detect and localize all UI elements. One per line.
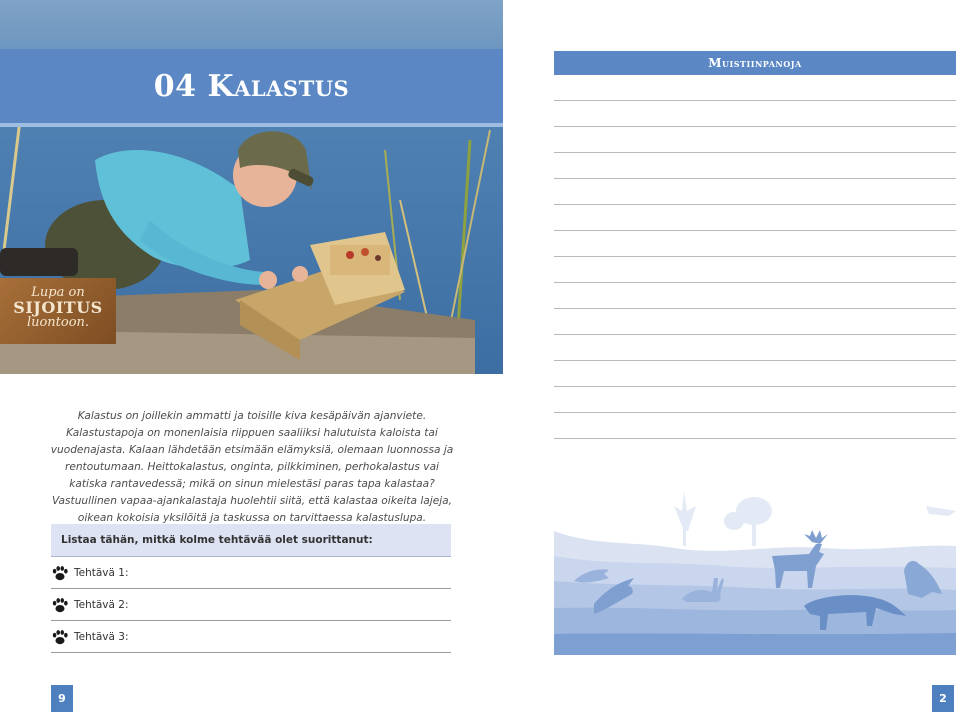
badge-line-1: Lupa on [31,285,85,300]
note-line[interactable] [554,335,956,361]
chapter-title-band [0,49,503,127]
license-badge [0,278,116,344]
paw-icon [51,564,69,582]
page-number-right: 2 [932,685,954,712]
note-lines[interactable] [554,75,956,439]
page-number-left: 9 [51,685,73,712]
badge-line-2: SIJOITUS [13,297,103,317]
chapter-title: 04 Kalastus [153,68,350,104]
task-checklist [51,524,451,653]
note-line[interactable] [554,387,956,413]
note-line[interactable] [554,257,956,283]
paw-icon [51,596,69,614]
right-page [503,0,960,712]
task-row-3[interactable] [51,621,451,653]
note-line[interactable] [554,309,956,335]
task-row-1[interactable] [51,557,451,589]
intro-paragraph: Kalastus on joillekin ammatti ja toisille kiva kesäpäivän ajanviete. Kalastustapoja on monenlaisia riippuen saaliiksi halutuista kaloista tai vuodenajasta. Kalaan lähdetään etsimään elämyksiä, olemaan luonnossa ja rentoutumaan. Heittokalastus, onginta, pilkkiminen, perhokalastus vai katiska rantavedessä; mikä on sinun mielestäsi paras tapa kalastaa? Vastuullinen vapaa-ajankalastaja huolehtii siitä, että kalastaa oikeita lajeja, oikean kokoisia yksilöitä ja taskussa on tarvittaessa kalastuslupa. [50,409,454,524]
task-label-3: Tehtävä 3: [74,630,129,643]
note-line[interactable] [554,75,956,101]
note-line[interactable] [554,413,956,439]
notes-title: Muistiinpanoja [554,51,956,75]
wildlife-illustration [554,486,956,655]
note-line[interactable] [554,361,956,387]
badge-line-3: luontoon. [26,315,90,331]
task-row-2[interactable] [51,589,451,621]
task-label-2: Tehtävä 2: [74,598,129,611]
note-line[interactable] [554,283,956,309]
note-line[interactable] [554,205,956,231]
task-label-1: Tehtävä 1: [74,566,129,579]
paw-icon [51,628,69,646]
note-line[interactable] [554,231,956,257]
note-line[interactable] [554,101,956,127]
note-line[interactable] [554,179,956,205]
note-line[interactable] [554,153,956,179]
note-line[interactable] [554,127,956,153]
task-checklist-header: Listaa tähän, mitkä kolme tehtävää olet suorittanut: [51,524,451,557]
